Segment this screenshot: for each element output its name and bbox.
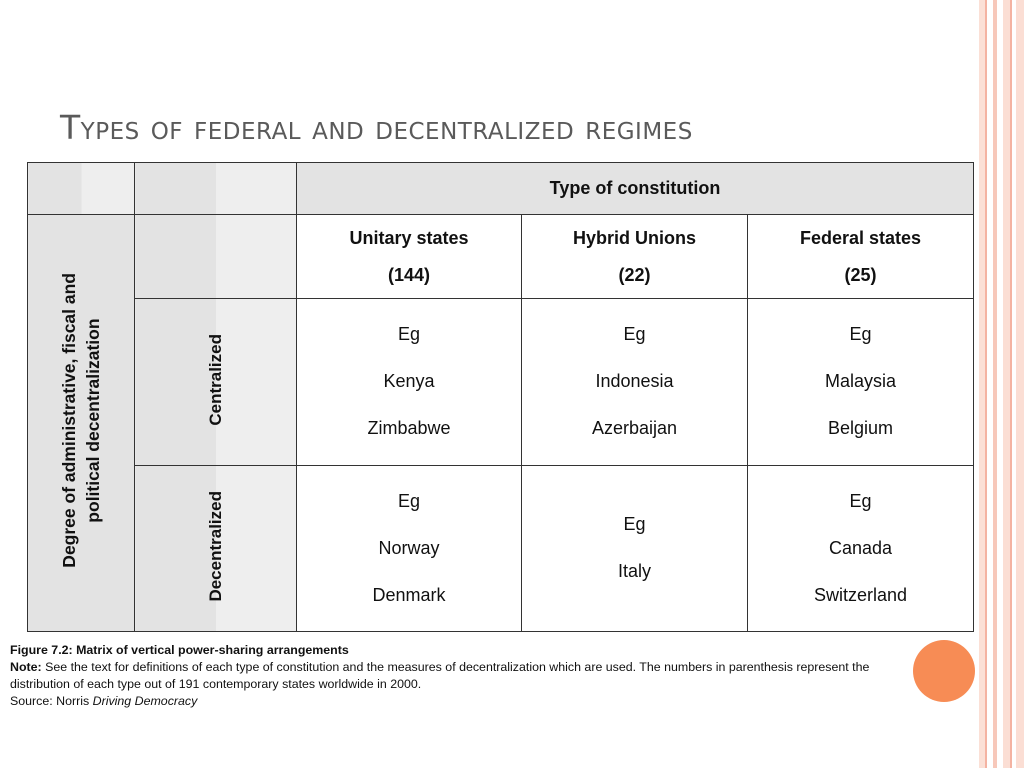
- figure-title: Figure 7.2: Matrix of vertical power-sharing arrangements: [10, 643, 349, 657]
- decor-stripe: [985, 0, 987, 768]
- row-axis-label: Degree of administrative, fiscal and political decentralization: [59, 273, 103, 568]
- table-cell: Eg Kenya Zimbabwe: [297, 299, 522, 465]
- decor-stripe: [1010, 0, 1012, 768]
- column-header-unitary: Unitary states (144): [297, 215, 522, 299]
- column-header-hybrid: Hybrid Unions (22): [522, 215, 748, 299]
- row-axis-header: [28, 215, 135, 632]
- slide-title: Types of federal and decentralized regimes: [60, 108, 693, 147]
- table-cell: Eg Canada Switzerland: [748, 465, 974, 631]
- table-cell: Eg Malaysia Belgium: [748, 299, 974, 465]
- decor-circle: [913, 640, 975, 702]
- figure-note: Note: See the text for definitions of each type of constitution and the measures of decentralization which are used. The numbers in parenthesis represent the distribution of each type out of 191 contemporary states worldwide in 2000.: [10, 660, 870, 691]
- figure-caption: [10, 642, 915, 710]
- decor-stripe: [993, 0, 997, 768]
- table-cell: Eg Norway Denmark: [297, 465, 522, 631]
- empty-corner-cell: [28, 163, 135, 215]
- empty-corner-cell: [135, 163, 297, 215]
- column-header-federal: Federal states (25): [748, 215, 974, 299]
- empty-header-cell: [135, 215, 297, 299]
- table-cell: Eg Italy: [522, 465, 748, 631]
- decor-stripe: [1003, 0, 1010, 768]
- table-cell: Eg Indonesia Azerbaijan: [522, 299, 748, 465]
- constitution-header: Type of constitution: [297, 163, 974, 215]
- regime-matrix-table: [27, 162, 974, 632]
- figure-source: Source: Norris Driving Democracy: [10, 694, 198, 708]
- row-label-centralized: Centralized: [135, 299, 297, 465]
- decor-stripe: [1016, 0, 1024, 768]
- row-label-decentralized: Decentralized: [135, 465, 297, 631]
